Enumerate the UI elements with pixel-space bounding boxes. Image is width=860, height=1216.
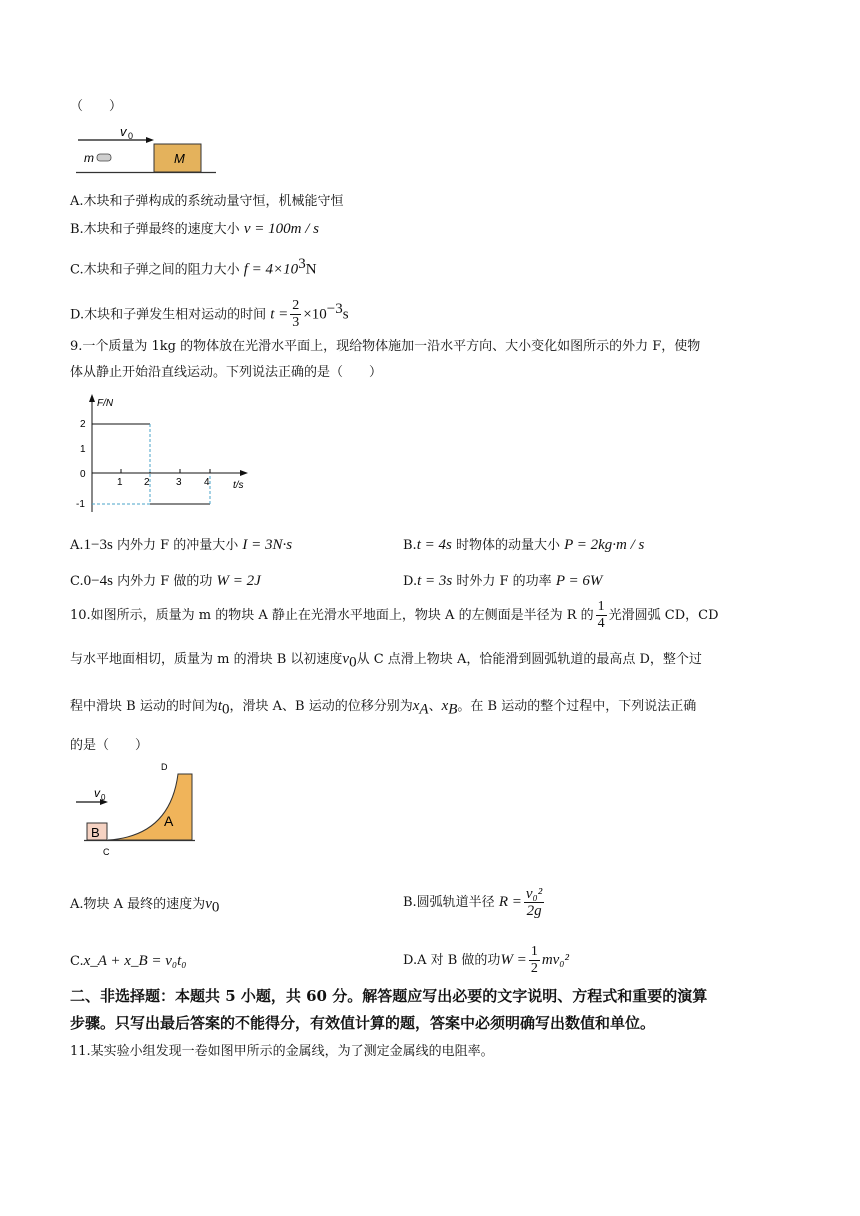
x-tick-4: 4 (204, 477, 210, 488)
q10-option-d: D.A 对 B 做的功W = $\frac{1}{2}$ mv₀² (403, 944, 570, 976)
x-tick-2: 2 (144, 477, 150, 488)
q8-v-sub: 0 (128, 131, 134, 141)
q9-line-1: 9.一个质量为 1kg 的物体放在光滑水平面上，现给物体施加一沿水平方向、大小变化如图所示的外力 F，使物 (70, 339, 701, 354)
x-tick-3: 3 (176, 477, 182, 488)
bullet (97, 154, 111, 161)
q10-line-1: 10.如图所示，质量为 m 的物块 A 静止在光滑水平地面上，物块 A 的左侧面是半径为 R 的 $\frac{1}{4}$ 光滑圆弧 CD，CD (70, 599, 719, 631)
q10-option-a: A.物块 A 最终的速度为$v_0$ (70, 896, 220, 916)
section-2-heading-line-2: 步骤。只写出最后答案的不能得分，有效值计算的题，答案中必须明确写出数值和单位。 (70, 1014, 656, 1032)
y-tick-2: 2 (80, 419, 86, 430)
q8-bracket: （ ） (70, 99, 123, 114)
q10-v-sub: 0 (101, 793, 106, 802)
block-a (108, 774, 192, 840)
q10-arc-block-figure (70, 762, 220, 862)
q8-option-c: C.木块和子弹之间的阻力大小 $f = 4\times 10^3N$ (70, 256, 317, 278)
q11-line-1: 11.某实验小组发现一卷如图甲所示的金属线，为了测定金属线的电阻率。 (70, 1044, 494, 1059)
q10-line-3: 程中滑块 B 运动的时间为$t_0$，滑块 A、B 运动的位移分别为$x_A$、$x_B$。在 B 运动的整个过程中，下列说法正确 (70, 698, 697, 718)
y-tick-0: 0 (80, 469, 86, 480)
q9-option-c: C.0−4s 内外力 F 做的功 W = 2J (70, 573, 261, 589)
y-tick-neg1: -1 (76, 499, 85, 510)
y-tick-1: 1 (80, 444, 86, 455)
q10-option-b: B.圆弧轨道半径 R = $\frac{\text{v₀²}}{2g}$ (403, 886, 543, 919)
q8-v-label: v (120, 124, 127, 139)
x-axis-label: t/s (233, 480, 244, 491)
section-2-heading-line-1: 二、非选择题：本题共 5 小题，共 60 分。解答题应写出必要的文字说明、方程式和重要的演算 (70, 987, 708, 1005)
x-tick-1: 1 (117, 477, 123, 488)
y-axis-label: F/N (97, 398, 114, 409)
block-b-label: B (91, 825, 100, 840)
block-a-label: A (164, 813, 174, 829)
point-c-label: C (103, 847, 110, 857)
q8-option-a: A.木块和子弹构成的系统动量守恒，机械能守恒 (70, 194, 344, 209)
q10-line-4: 的是（ ） (70, 738, 149, 753)
q9-option-a: A.1−3s 内外力 F 的冲量大小 I = 3N·s (70, 537, 293, 553)
q9-line-2: 体从静止开始沿直线运动。下列说法正确的是（ ） (70, 365, 383, 380)
q8-bullet-label: m (84, 151, 94, 165)
point-d-label: D (161, 762, 168, 772)
q8-block-label: M (174, 151, 185, 166)
q10-line-2: 与水平地面相切，质量为 m 的滑块 B 以初速度$v_0$从 C 点滑上物块 A，恰能滑到圆弧轨道的最高点 D，整个过 (70, 651, 702, 671)
q8-bullet-block-figure (76, 122, 236, 174)
q9-option-b: B.t = 4s 时物体的动量大小 P = 2kg·m / s (403, 537, 645, 553)
q9-force-time-graph (70, 392, 260, 522)
q10-option-c: C.x_A + x_B = v₀t₀ (70, 953, 187, 969)
q8-option-d: D.木块和子弹发生相对运动的时间 t = $\frac{2}{3}$ $\times 10^{-3}s$ (70, 298, 349, 331)
q8-option-b: B.木块和子弹最终的速度大小 v = 100m / s (70, 221, 319, 237)
q10-v-label: v (94, 786, 100, 800)
q9-option-d: D.t = 3s 时外力 F 的功率 P = 6W (403, 573, 603, 589)
